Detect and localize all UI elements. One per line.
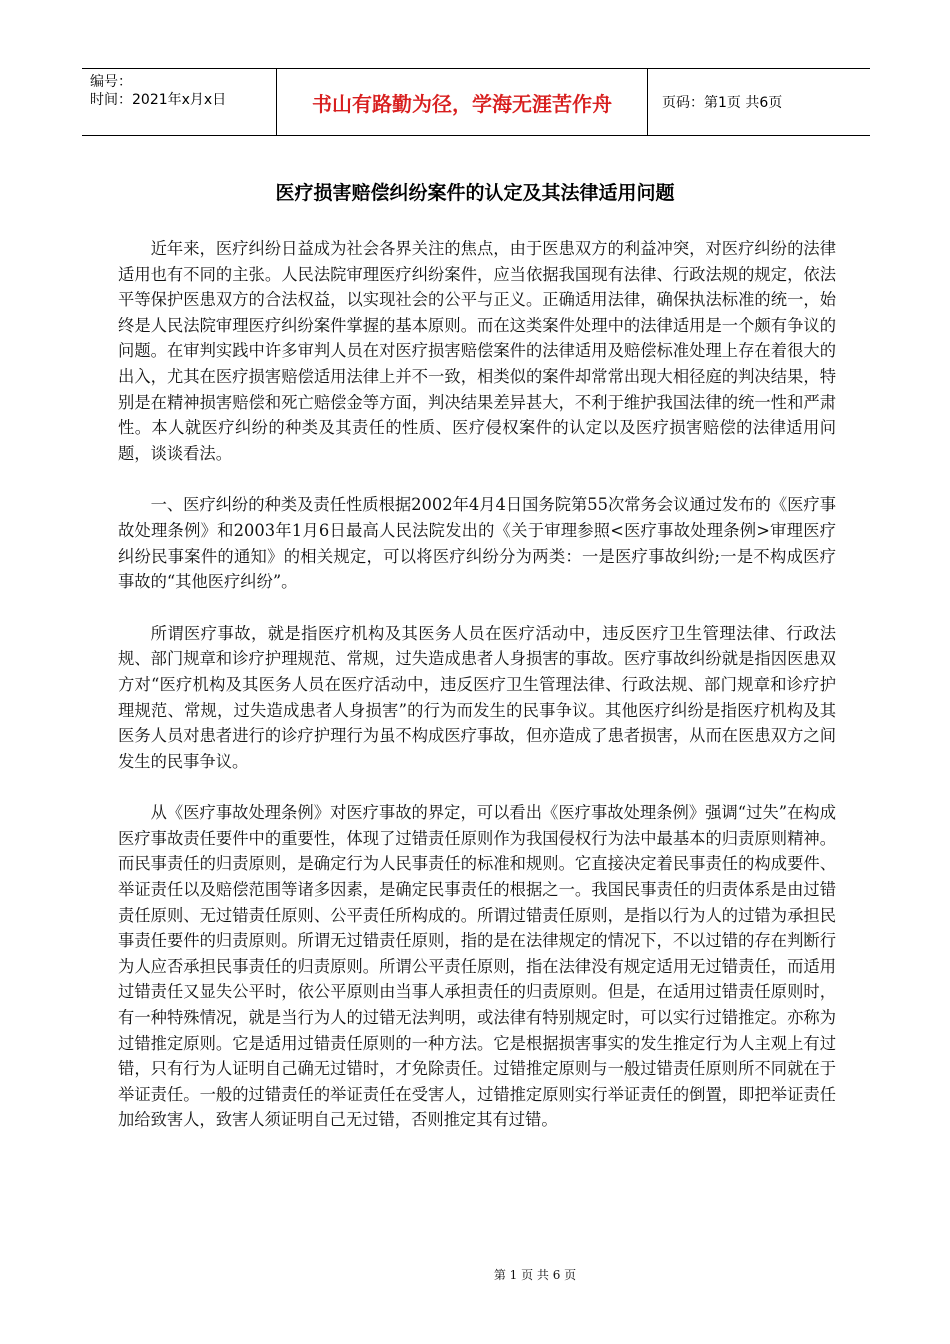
header-meta — [82, 69, 276, 135]
paragraph-definition: 所谓医疗事故，就是指医疗机构及其医务人员在医疗活动中，违反医疗卫生管理法律、行政法规、部门规章和诊疗护理规范、常规，过失造成患者人身损害的事故。医疗事故纠纷就是指因医患双方对“医疗机构及其医务人员在医疗活动中，违反医疗卫生管理法律、行政法规、部门规章和诊疗护理规范、常规，过失造成患者人身损害”的行为而发生的民事争议。其他医疗纠纷是指医疗机构及其医务人员对患者进行的诊疗护理行为虽不构成医疗事故，但亦造成了患者损害，从而在医患双方之间发生的民事争议。 — [118, 623, 836, 771]
paragraph-liability: 从《医疗事故处理条例》对医疗事故的界定，可以看出《医疗事故处理条例》强调“过失”在构成医疗事故责任要件中的重要性，体现了过错责任原则作为我国侵权行为法中最基本的归责原则精神。而民事责任的归责原则，是确定行为人民事责任的标准和规则。它直接决定着民事责任的构成要件、举证责任以及赔偿范围等诸多因素，是确定民事责任的根据之一。我国民事责任的归责体系是由过错责任原则、无过错责任原则、公平责任所构成的。所谓过错责任原则，是指以行为人的过错为承担民事责任要件的归责原则。所谓无过错责任原则，指的是在法律规定的情况下，不以过错的存在判断行为人应否承担民事责任的归责原则。所谓公平责任原则，指在法律没有规定适用无过错责任，而适用过错责任又显失公平时，依公平原则由当事人承担责任的归责原则。但是，在适用过错责任原则时，有一种特殊情况，就是当行为人的过错无法判明，或法律有特别规定时，可以实行过错推定。亦称为过错推定原则。它是适用过错责任原则的一种方法。它是根据损害事实的发生推定行为人主观上有过错，只有行为人证明自己确无过错时，才免除责任。过错推定原则与一般过错责任原则所不同就在于举证责任。一般的过错责任的举证责任在受害人，过错推定原则实行举证责任的倒置，即把举证责任加给致害人，致害人须证明自己无过错，否则推定其有过错。 — [118, 803, 836, 1130]
header-motto-cell — [276, 69, 648, 135]
document-title: 医疗损害赔偿纠纷案件的认定及其法律适用问题 — [275, 182, 675, 204]
page-footer: 第 1 页 共 6 页 — [493, 1268, 577, 1282]
paragraph-intro: 近年来，医疗纠纷日益成为社会各界关注的焦点，由于医患双方的利益冲突，对医疗纠纷的法律适用也有不同的主张。人民法院审理医疗纠纷案件，应当依据我国现有法律、行政法规的规定，依法平等保护医患双方的合法权益，以实现社会的公平与正义。正确适用法律，确保执法标准的统一，始终是人民法院审理医疗纠纷案件掌握的基本原则。而在这类案件处理中的法律适用是一个颇有争议的问题。在审判实践中许多审判人员在对医疗损害赔偿案件的法律适用及赔偿标准处理上存在着很大的出入，尤其在医疗损害赔偿适用法律上并不一致，相类似的案件却常常出现大相径庭的判决结果，特别是在精神损害赔偿和死亡赔偿金等方面，判决结果差异甚大，不利于维护我国法律的统一性和严肃性。本人就医疗纠纷的种类及其责任的性质、医疗侵权案件的认定以及医疗损害赔偿的法律适用问题，谈谈看法。 — [118, 239, 836, 463]
document-number-label: 编号： — [90, 74, 132, 90]
document-time-label: 时间：2021年x月x日 — [90, 92, 227, 108]
header-page-cell — [648, 69, 870, 135]
document-header — [82, 68, 870, 136]
document-body — [118, 236, 836, 1159]
header-page-label: 页码：第1页 共6页 — [662, 95, 783, 111]
paragraph-types: 一、医疗纠纷的种类及责任性质根据2002年4月4日国务院第55次常务会议通过发布的《医疗事故处理条例》和2003年1月6日最高人民法院发出的《关于审理参照<医疗事故处理条例>审理医疗纠纷民事案件的通知》的相关规定，可以将医疗纠纷分为两类：一是医疗事故纠纷;一是不构成医疗事故的“其他医疗纠纷”。 — [118, 495, 836, 592]
header-motto: 书山有路勤为径，学海无涯苦作舟 — [312, 91, 612, 116]
